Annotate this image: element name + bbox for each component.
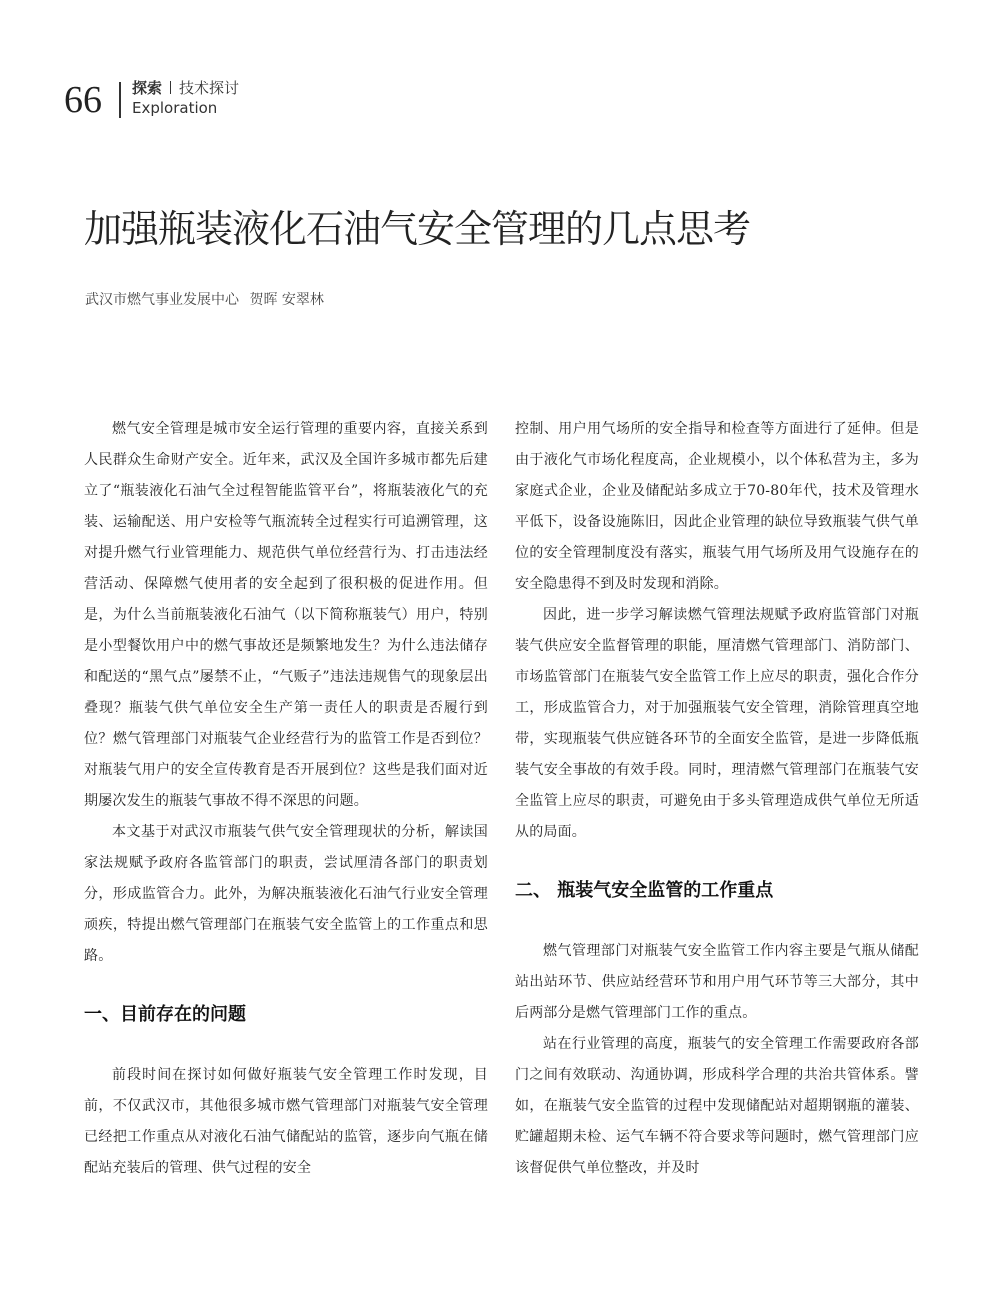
- section-line: [132, 78, 239, 98]
- paragraph: 因此，进一步学习解读燃气管理法规赋予政府监管部门对瓶装气供应安全监督管理的职能，厘清燃气管理部门、消防部门、市场监管部门在瓶装气安全监管工作上应尽的职责，强化合作分工，形成监管合力，对于加强瓶装气安全管理，消除管理真空地带，实现瓶装气供应链各环节的全面安全监管，是进一步降低瓶装气安全事故的有效手段。同时，理清燃气管理部门在瓶装气安全监管上应尽的职责，可避免由于多头管理造成供气单位无所适从的局面。: [515, 607, 919, 840]
- paragraph: 前段时间在探讨如何做好瓶装气安全管理工作时发现，目前，不仅武汉市，其他很多城市燃气管理部门对瓶装气安全管理已经把工作重点从对液化石油气储配站的监管，逐步向气瓶在储配站充装后的管理、供气过程的安全: [84, 1067, 488, 1176]
- left-column: [84, 414, 488, 1184]
- subsection-name: 技术探讨: [179, 79, 240, 97]
- paragraph: 燃气安全管理是城市安全运行管理的重要内容，直接关系到人民群众生命财产安全。近年来，武汉及全国许多城市都先后建立了“瓶装液化石油气全过程智能监管平台”，将瓶装液化气的充装、运输配送、用户安检等气瓶流转全过程实行可追溯管理，这对提升燃气行业管理能力、规范供气单位经营行为、打击违法经营活动、保障燃气使用者的安全起到了很积极的促进作用。但是，为什么当前瓶装液化石油气（以下简称瓶装气）用户，特别是小型餐饮用户中的燃气事故还是频繁地发生？为什么违法储存和配送的“黑气点”屡禁不止，“气贩子”违法违规售气的现象层出叠现？瓶装气供气单位安全生产第一责任人的职责是否履行到位？燃气管理部门对瓶装气企业经营行为的监管工作是否到位？对瓶装气用户的安全宣传教育是否开展到位？这些是我们面对近期屡次发生的瓶装气事故不得不深思的问题。: [84, 421, 488, 809]
- section-heading: 一、目前存在的问题: [84, 1004, 246, 1025]
- byline: [85, 290, 330, 310]
- page-number: 66: [64, 79, 102, 121]
- section-name: 探索: [132, 79, 163, 97]
- author-names: 贺晖 安翠林: [249, 292, 324, 308]
- right-column: [515, 414, 919, 1184]
- header-divider: [119, 82, 121, 118]
- section-heading: 二、 瓶装气安全监管的工作重点: [515, 880, 774, 901]
- paragraph: 站在行业管理的高度，瓶装气的安全管理工作需要政府各部门之间有效联动、沟通协调，形成科学合理的共治共管体系。譬如，在瓶装气安全监管的过程中发现储配站对超期钢瓶的灌装、贮罐超期未检、运气车辆不符合要求等问题时，燃气管理部门应该督促供气单位整改，并及时: [515, 1036, 919, 1176]
- author-affiliation: 武汉市燃气事业发展中心: [85, 292, 239, 308]
- section-label-block: [132, 78, 239, 118]
- article-title: 加强瓶装液化石油气安全管理的几点思考: [84, 207, 751, 251]
- section-name-english: Exploration: [132, 99, 218, 117]
- paragraph: 燃气管理部门对瓶装气安全监管工作内容主要是气瓶从储配站出站环节、供应站经营环节和用户用气环节等三大部分，其中后两部分是燃气管理部门工作的重点。: [515, 943, 919, 1021]
- section-separator: [170, 81, 171, 94]
- paragraph: 控制、用户用气场所的安全指导和检查等方面进行了延伸。但是由于液化气市场化程度高，企业规模小，以个体私营为主，多为家庭式企业，企业及储配站多成立于70-80年代，技术及管理水平低下，设备设施陈旧，因此企业管理的缺位导致瓶装气供气单位的安全管理制度没有落实，瓶装气用气场所及用气设施存在的安全隐患得不到及时发现和消除。: [515, 421, 919, 592]
- paragraph: 本文基于对武汉市瓶装气供气安全管理现状的分析，解读国家法规赋予政府各监管部门的职责，尝试厘清各部门的职责划分，形成监管合力。此外，为解决瓶装液化石油气行业安全管理顽疾，特提出燃气管理部门在瓶装气安全监管上的工作重点和思路。: [84, 824, 488, 964]
